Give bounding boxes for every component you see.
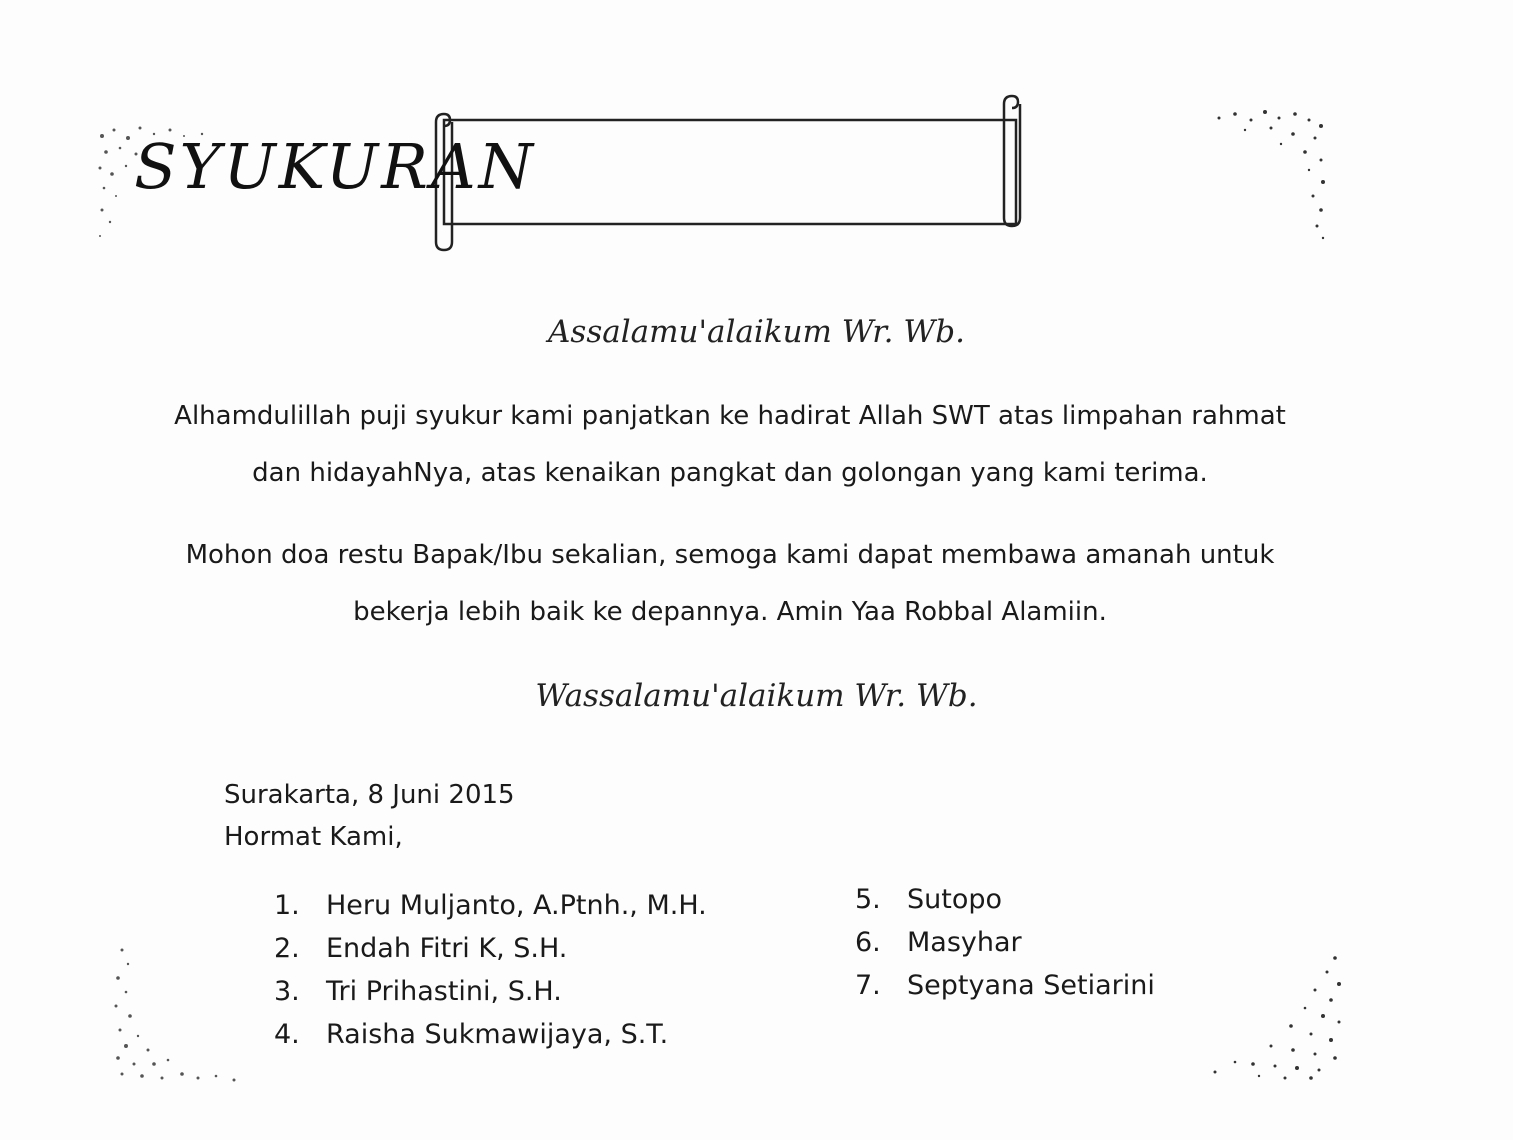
item-name: Endah Fitri K, S.H. (326, 933, 568, 964)
item-number: 2. (274, 933, 300, 964)
greeting: Assalamu'alaikum Wr. Wb. (548, 314, 965, 350)
banner-title: SYUKURAN (134, 130, 536, 203)
paragraph-line: Mohon doa restu Bapak/Ibu sekalian, semoga kami dapat membawa amanah untuk (185, 540, 1275, 570)
item-number: 7. (855, 970, 881, 1001)
item-number: 1. (274, 890, 300, 921)
paragraph-thanks (80, 388, 1380, 502)
item-name: Masyhar (907, 927, 1022, 958)
paragraph-line: Alhamdulillah puji syukur kami panjatkan ke hadirat Allah SWT atas limpahan rahmat (174, 401, 1286, 431)
item-name: Raisha Sukmawijaya, S.T. (326, 1019, 669, 1050)
paragraph-prayer (80, 527, 1380, 641)
corner-ornament-bottom-left (108, 940, 258, 1090)
item-name: Heru Muljanto, A.Ptnh., M.H. (326, 890, 707, 921)
place-date: Surakarta, 8 Juni 2015 (224, 780, 515, 810)
item-name: Tri Prihastini, S.H. (326, 976, 562, 1007)
item-number: 6. (855, 927, 881, 958)
closing-greeting: Wassalamu'alaikum Wr. Wb. (535, 678, 978, 714)
corner-ornament-top-right (1205, 104, 1335, 244)
item-number: 3. (274, 976, 300, 1007)
corner-ornament-bottom-right (1195, 950, 1355, 1090)
item-number: 4. (274, 1019, 300, 1050)
regards: Hormat Kami, (224, 822, 403, 852)
paragraph-line: bekerja lebih baik ke depannya. Amin Yaa Robbal Alamiin. (353, 597, 1107, 627)
item-name: Septyana Setiarini (907, 970, 1155, 1001)
item-number: 5. (855, 884, 881, 915)
item-name: Sutopo (907, 884, 1003, 915)
paragraph-line: dan hidayahNya, atas kenaikan pangkat dan golongan yang kami terima. (252, 458, 1208, 488)
